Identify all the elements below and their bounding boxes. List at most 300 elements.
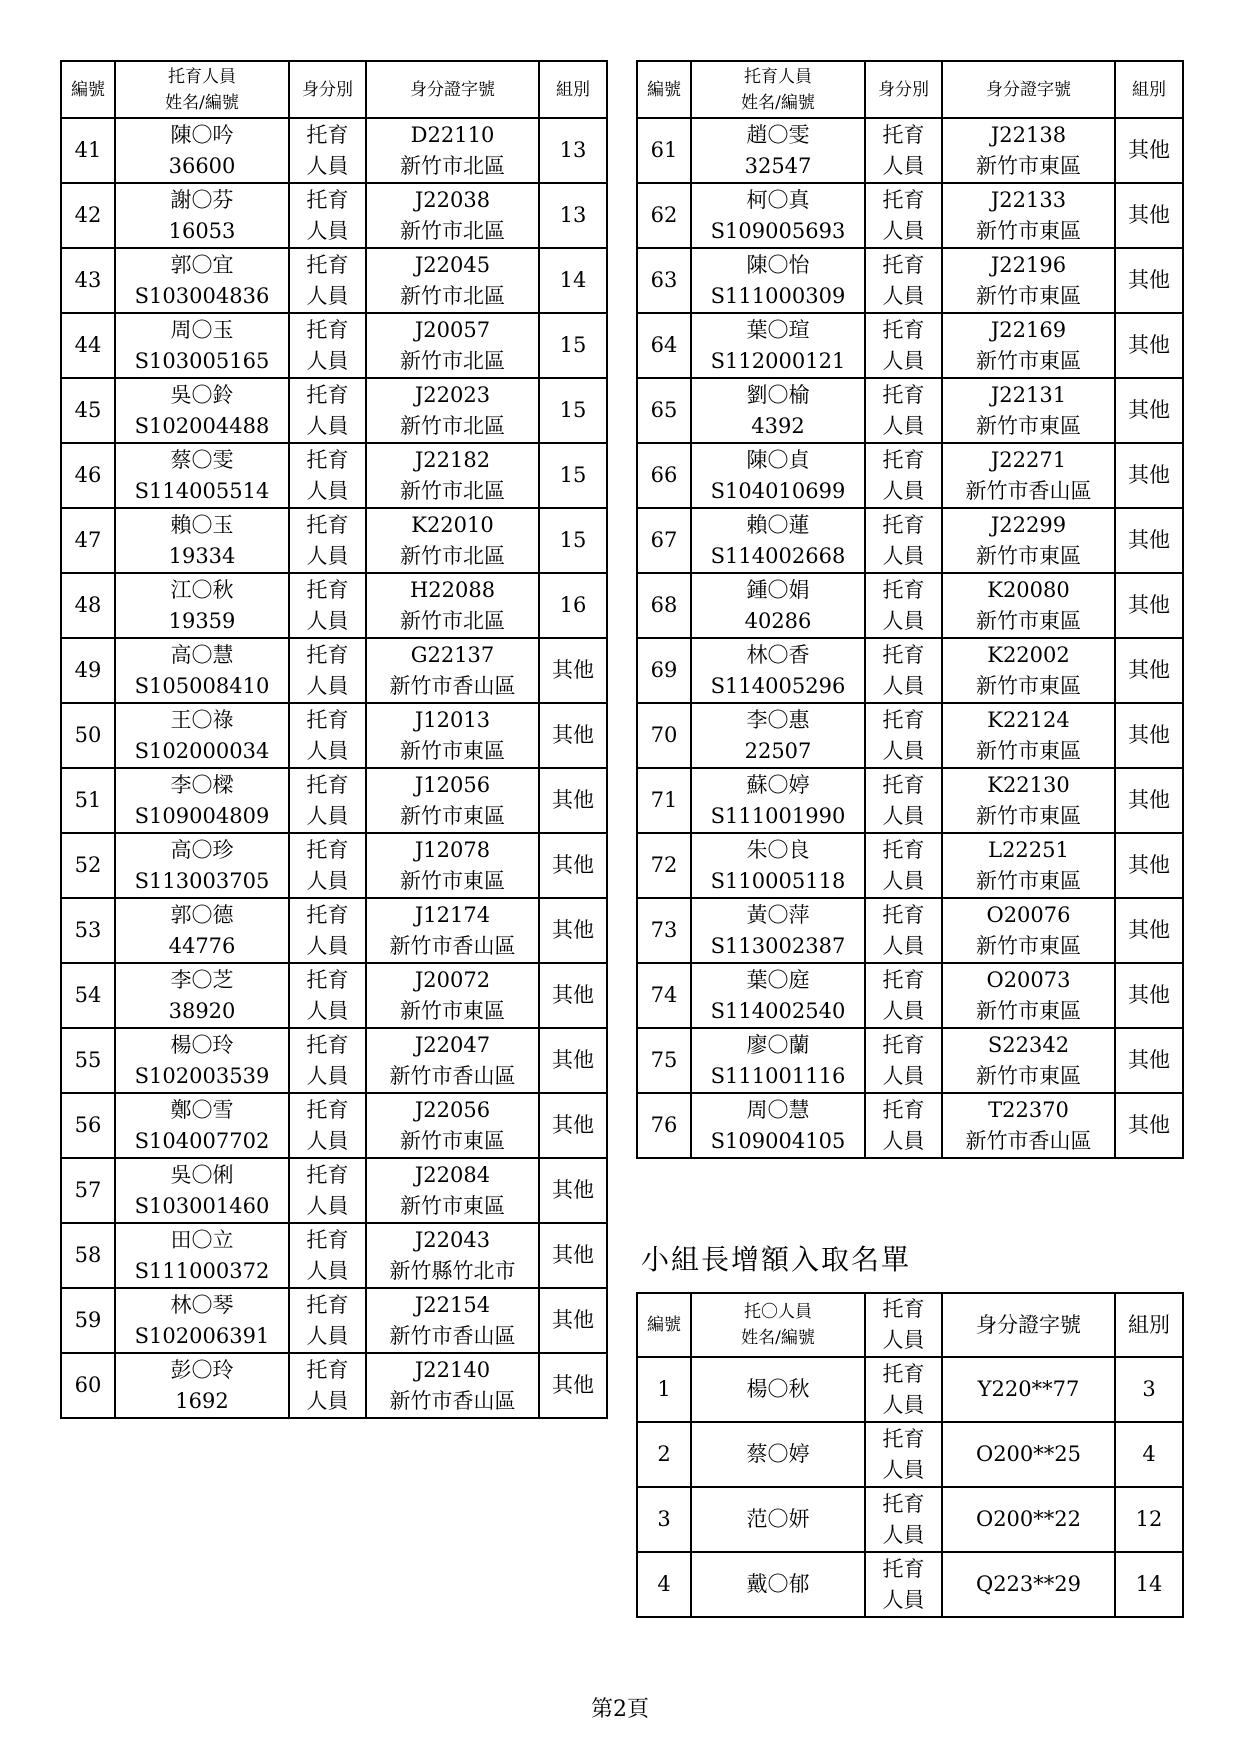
group-cell: 其他 (1115, 768, 1183, 833)
role-line2: 人員 (882, 608, 925, 633)
role-line1: 托育 (882, 1491, 925, 1516)
person-name: 柯〇真 (746, 187, 810, 212)
id-number: J22133 (990, 187, 1067, 212)
group-cell: 13 (539, 183, 607, 248)
roster-table-right (636, 60, 1184, 1159)
id-cell (942, 443, 1115, 508)
id-cell (366, 443, 539, 508)
person-name: 廖〇蘭 (746, 1032, 810, 1057)
row-number: 43 (61, 248, 115, 313)
id-number: T22370 (988, 1097, 1069, 1122)
person-name: 趙〇雯 (746, 122, 810, 147)
role-cell (289, 508, 366, 573)
district: 新竹市東區 (400, 1193, 505, 1218)
header-name (115, 61, 289, 118)
group-cell: 15 (539, 378, 607, 443)
id-number: Q223**29 (942, 1552, 1115, 1617)
person-cell (115, 703, 289, 768)
role-line2: 人員 (882, 933, 925, 958)
person-cell (691, 378, 865, 443)
role-line1: 托育 (306, 772, 349, 797)
role-line2: 人員 (306, 478, 349, 503)
district: 新竹市東區 (976, 608, 1081, 633)
role-line1: 托育 (306, 837, 349, 862)
role-cell (865, 313, 942, 378)
district: 新竹市北區 (400, 478, 505, 503)
person-code: S103005165 (134, 348, 270, 373)
role-line2: 人員 (306, 413, 349, 438)
table-row (61, 1028, 607, 1093)
district: 新竹市東區 (400, 868, 505, 893)
header-number: 編號 (637, 61, 691, 118)
person-code: 40286 (744, 608, 812, 633)
role-line2: 人員 (882, 1457, 925, 1482)
role-line2: 人員 (882, 803, 925, 828)
id-number: J12056 (414, 772, 491, 797)
district: 新竹市北區 (400, 608, 505, 633)
district: 新竹市東區 (976, 673, 1081, 698)
table-row (61, 703, 607, 768)
id-number: K20080 (987, 577, 1070, 602)
role-cell (865, 963, 942, 1028)
role-cell (865, 573, 942, 638)
role-line2: 人員 (306, 1258, 349, 1283)
id-number: J20057 (414, 317, 491, 342)
row-number: 3 (637, 1487, 691, 1552)
id-number: O200**25 (942, 1422, 1115, 1487)
group-cell: 其他 (1115, 378, 1183, 443)
header-role: 身分別 (289, 61, 366, 118)
person-code: 19334 (168, 543, 236, 568)
role-line1: 托育 (306, 187, 349, 212)
person-code: S110005118 (710, 868, 846, 893)
id-number: K22010 (411, 512, 494, 537)
person-name: 林〇琴 (170, 1292, 234, 1317)
role-cell (289, 1158, 366, 1223)
role-cell (865, 378, 942, 443)
person-cell (691, 898, 865, 963)
group-cell: 12 (1115, 1487, 1183, 1552)
person-name: 周〇玉 (170, 317, 234, 342)
table-row (637, 963, 1183, 1028)
row-number: 72 (637, 833, 691, 898)
person-name: 彭〇玲 (170, 1357, 234, 1382)
header-name-line1: 托〇人員 (744, 1302, 812, 1322)
table-row (61, 638, 607, 703)
role-cell (865, 1028, 942, 1093)
table-row (61, 898, 607, 963)
role-line2: 人員 (306, 933, 349, 958)
row-number: 55 (61, 1028, 115, 1093)
header-name-line2: 姓名/編號 (165, 92, 239, 113)
person-cell (115, 1158, 289, 1223)
role-line1: 托育 (882, 642, 925, 667)
row-number: 63 (637, 248, 691, 313)
group-cell: 其他 (539, 898, 607, 963)
id-number: J22196 (990, 252, 1067, 277)
row-number: 62 (637, 183, 691, 248)
role-cell (289, 118, 366, 183)
person-name: 王〇祿 (170, 707, 234, 732)
id-cell (942, 703, 1115, 768)
role-line2: 人員 (882, 998, 925, 1023)
person-name: 高〇珍 (170, 837, 234, 862)
person-cell (115, 1093, 289, 1158)
person-code: S109005693 (710, 218, 846, 243)
row-number: 54 (61, 963, 115, 1028)
id-cell (942, 573, 1115, 638)
district: 新竹市東區 (400, 1128, 505, 1153)
district: 新竹市東區 (976, 153, 1081, 178)
role-cell (289, 638, 366, 703)
district: 新竹市香山區 (389, 1063, 516, 1088)
person-code: S111001990 (710, 803, 846, 828)
row-number: 52 (61, 833, 115, 898)
person-code: S102004488 (134, 413, 270, 438)
id-number: J22047 (414, 1032, 491, 1057)
id-number: J22154 (414, 1292, 491, 1317)
district: 新竹市北區 (400, 283, 505, 308)
group-cell: 其他 (1115, 508, 1183, 573)
person-name: 林〇香 (746, 642, 810, 667)
district: 新竹市東區 (400, 803, 505, 828)
table-row (637, 1487, 1183, 1552)
header-id: 身分證字號 (942, 1293, 1115, 1357)
person-cell (115, 1028, 289, 1093)
person-cell (115, 183, 289, 248)
id-cell (366, 1158, 539, 1223)
id-number: J22169 (990, 317, 1067, 342)
id-cell (366, 1028, 539, 1093)
row-number: 64 (637, 313, 691, 378)
role-line1: 托育 (306, 707, 349, 732)
header-name-line2: 姓名/編號 (741, 1328, 815, 1348)
group-cell: 其他 (1115, 313, 1183, 378)
table-row (637, 898, 1183, 963)
id-cell (942, 963, 1115, 1028)
row-number: 59 (61, 1288, 115, 1353)
role-cell (865, 443, 942, 508)
row-number: 67 (637, 508, 691, 573)
row-number: 2 (637, 1422, 691, 1487)
id-number: O20073 (986, 967, 1071, 992)
role-cell (865, 1093, 942, 1158)
person-name: 蔡〇雯 (170, 447, 234, 472)
person-code: S109004105 (710, 1128, 846, 1153)
role-line1: 托育 (306, 317, 349, 342)
id-number: J22140 (414, 1357, 491, 1382)
row-number: 61 (637, 118, 691, 183)
role-line1: 托育 (306, 122, 349, 147)
role-line1: 托育 (882, 902, 925, 927)
person-code: S113002387 (710, 933, 846, 958)
id-cell (366, 573, 539, 638)
person-cell (691, 443, 865, 508)
header-role-line1: 托育 (882, 1297, 925, 1321)
id-cell (366, 248, 539, 313)
role-line1: 托育 (882, 187, 925, 212)
roster-body-left (61, 118, 607, 1418)
person-cell (115, 118, 289, 183)
roster-table-left (60, 60, 608, 1419)
role-cell (865, 248, 942, 313)
role-line1: 托育 (882, 122, 925, 147)
person-code: 1692 (175, 1388, 229, 1413)
table-row (637, 1422, 1183, 1487)
group-cell: 16 (539, 573, 607, 638)
role-cell (289, 378, 366, 443)
id-number: H22088 (409, 577, 496, 602)
table-row (637, 1552, 1183, 1617)
district: 新竹市北區 (400, 153, 505, 178)
id-cell (366, 1223, 539, 1288)
role-line2: 人員 (882, 1522, 925, 1547)
extra-table (636, 1292, 1184, 1618)
role-cell (865, 768, 942, 833)
person-code: S102003539 (134, 1063, 270, 1088)
person-cell (115, 248, 289, 313)
district: 新竹市北區 (400, 348, 505, 373)
role-cell (289, 443, 366, 508)
person-name: 劉〇榆 (746, 382, 810, 407)
group-cell: 其他 (1115, 963, 1183, 1028)
id-number: K22124 (987, 707, 1070, 732)
person-code: S103001460 (134, 1193, 270, 1218)
role-cell (865, 638, 942, 703)
header-group: 組別 (1115, 1293, 1183, 1357)
role-cell (289, 248, 366, 313)
table-row (637, 638, 1183, 703)
group-cell: 3 (1115, 1357, 1183, 1422)
group-cell: 4 (1115, 1422, 1183, 1487)
table-row (61, 1158, 607, 1223)
page-number: 第2頁 (591, 1697, 649, 1722)
role-line2: 人員 (882, 283, 925, 308)
table-row (637, 1093, 1183, 1158)
roster-body-right (637, 118, 1183, 1158)
role-line1: 托育 (306, 382, 349, 407)
person-name: 周〇慧 (746, 1097, 810, 1122)
person-name: 陳〇怡 (746, 252, 810, 277)
role-line1: 托育 (882, 447, 925, 472)
person-cell (115, 573, 289, 638)
person-code: 38920 (168, 998, 236, 1023)
header-name-line1: 托育人員 (744, 66, 812, 87)
group-cell: 15 (539, 508, 607, 573)
role-line2: 人員 (882, 478, 925, 503)
group-cell: 其他 (539, 1158, 607, 1223)
district: 新竹市香山區 (389, 1388, 516, 1413)
person-code: S114002668 (710, 543, 846, 568)
group-cell: 其他 (1115, 703, 1183, 768)
table-row (61, 573, 607, 638)
table-row (61, 963, 607, 1028)
role-line2: 人員 (306, 608, 349, 633)
role-cell (865, 1357, 942, 1422)
person-code: 22507 (744, 738, 812, 763)
role-line1: 托育 (882, 252, 925, 277)
role-line2: 人員 (882, 1063, 925, 1088)
role-line2: 人員 (882, 738, 925, 763)
person-cell (115, 313, 289, 378)
person-code: S111000309 (710, 283, 846, 308)
id-number: L22251 (988, 837, 1069, 862)
row-number: 68 (637, 573, 691, 638)
person-code: S103004836 (134, 283, 270, 308)
table-row (637, 118, 1183, 183)
role-line2: 人員 (882, 153, 925, 178)
role-line2: 人員 (306, 218, 349, 243)
role-cell (865, 833, 942, 898)
district: 新竹市香山區 (965, 1128, 1092, 1153)
header-number: 編號 (61, 61, 115, 118)
role-line2: 人員 (306, 1128, 349, 1153)
table-row (637, 378, 1183, 443)
id-number: D22110 (410, 122, 495, 147)
person-name: 田〇立 (170, 1227, 234, 1252)
person-code: S104007702 (134, 1128, 270, 1153)
group-cell: 其他 (1115, 118, 1183, 183)
district: 新竹市東區 (976, 1063, 1081, 1088)
role-cell (289, 898, 366, 963)
row-number: 1 (637, 1357, 691, 1422)
group-cell: 其他 (1115, 573, 1183, 638)
row-number: 41 (61, 118, 115, 183)
district: 新竹市東區 (976, 933, 1081, 958)
role-cell (289, 1028, 366, 1093)
row-number: 47 (61, 508, 115, 573)
role-cell (865, 508, 942, 573)
id-number: S22342 (987, 1032, 1070, 1057)
id-cell (366, 1288, 539, 1353)
table-row (637, 313, 1183, 378)
role-line1: 托育 (306, 577, 349, 602)
group-cell: 其他 (1115, 1093, 1183, 1158)
person-name: 郭〇德 (170, 902, 234, 927)
person-name: 鄭〇雪 (170, 1097, 234, 1122)
row-number: 69 (637, 638, 691, 703)
role-line2: 人員 (882, 868, 925, 893)
role-line2: 人員 (882, 673, 925, 698)
district: 新竹市香山區 (389, 673, 516, 698)
district: 新竹市東區 (400, 738, 505, 763)
id-cell (366, 833, 539, 898)
id-number: J22138 (990, 122, 1067, 147)
role-line2: 人員 (306, 1388, 349, 1413)
table-row (61, 183, 607, 248)
district: 新竹市香山區 (389, 933, 516, 958)
group-cell: 其他 (1115, 833, 1183, 898)
person-code: S114005296 (710, 673, 846, 698)
district: 新竹市東區 (976, 218, 1081, 243)
id-cell (366, 118, 539, 183)
id-number: J22023 (414, 382, 491, 407)
table-row (61, 768, 607, 833)
id-cell (366, 183, 539, 248)
role-cell (289, 1288, 366, 1353)
table-row (637, 703, 1183, 768)
group-cell: 其他 (539, 833, 607, 898)
role-line2: 人員 (882, 543, 925, 568)
row-number: 73 (637, 898, 691, 963)
row-number: 48 (61, 573, 115, 638)
district: 新竹市東區 (976, 868, 1081, 893)
role-line2: 人員 (882, 218, 925, 243)
row-number: 45 (61, 378, 115, 443)
header-role (865, 1293, 942, 1357)
group-cell: 其他 (539, 1353, 607, 1418)
person-cell (115, 898, 289, 963)
table-row (61, 1353, 607, 1418)
role-cell (289, 963, 366, 1028)
person-cell (115, 1353, 289, 1418)
person-cell (691, 508, 865, 573)
row-number: 53 (61, 898, 115, 963)
table-row (61, 508, 607, 573)
person-cell (115, 378, 289, 443)
district: 新竹市東區 (976, 283, 1081, 308)
district: 新竹市東區 (976, 348, 1081, 373)
person-name: 謝〇芬 (170, 187, 234, 212)
id-number: J20072 (414, 967, 491, 992)
table-row (637, 768, 1183, 833)
table-row (61, 1288, 607, 1353)
role-line1: 托育 (882, 967, 925, 992)
role-cell (865, 1487, 942, 1552)
group-cell: 其他 (539, 1028, 607, 1093)
person-name: 高〇慧 (170, 642, 234, 667)
person-name: 李〇樑 (170, 772, 234, 797)
role-cell (289, 1093, 366, 1158)
role-line2: 人員 (306, 543, 349, 568)
row-number: 56 (61, 1093, 115, 1158)
row-number: 70 (637, 703, 691, 768)
role-line1: 托育 (882, 837, 925, 862)
id-number: J12013 (414, 707, 491, 732)
id-cell (366, 508, 539, 573)
person-code: S113003705 (134, 868, 270, 893)
district: 新竹市北區 (400, 413, 505, 438)
person-cell (115, 1223, 289, 1288)
person-name: 郭〇宜 (170, 252, 234, 277)
role-line2: 人員 (882, 1392, 925, 1417)
row-number: 46 (61, 443, 115, 508)
id-cell (942, 378, 1115, 443)
person-name: 黃〇萍 (746, 902, 810, 927)
row-number: 51 (61, 768, 115, 833)
id-cell (366, 898, 539, 963)
person-cell (691, 833, 865, 898)
id-number: O20076 (986, 902, 1071, 927)
person-name: 李〇芝 (170, 967, 234, 992)
id-cell (366, 963, 539, 1028)
district: 新竹縣竹北市 (389, 1258, 516, 1283)
row-number: 65 (637, 378, 691, 443)
group-cell: 其他 (539, 638, 607, 703)
table-row (637, 443, 1183, 508)
role-line2: 人員 (306, 1323, 349, 1348)
table-row (637, 1028, 1183, 1093)
id-number: K22002 (987, 642, 1070, 667)
group-cell: 其他 (1115, 443, 1183, 508)
person-cell (115, 963, 289, 1028)
group-cell: 其他 (1115, 183, 1183, 248)
row-number: 60 (61, 1353, 115, 1418)
district: 新竹市香山區 (389, 1323, 516, 1348)
group-cell: 其他 (1115, 1028, 1183, 1093)
role-line2: 人員 (306, 1193, 349, 1218)
row-number: 50 (61, 703, 115, 768)
